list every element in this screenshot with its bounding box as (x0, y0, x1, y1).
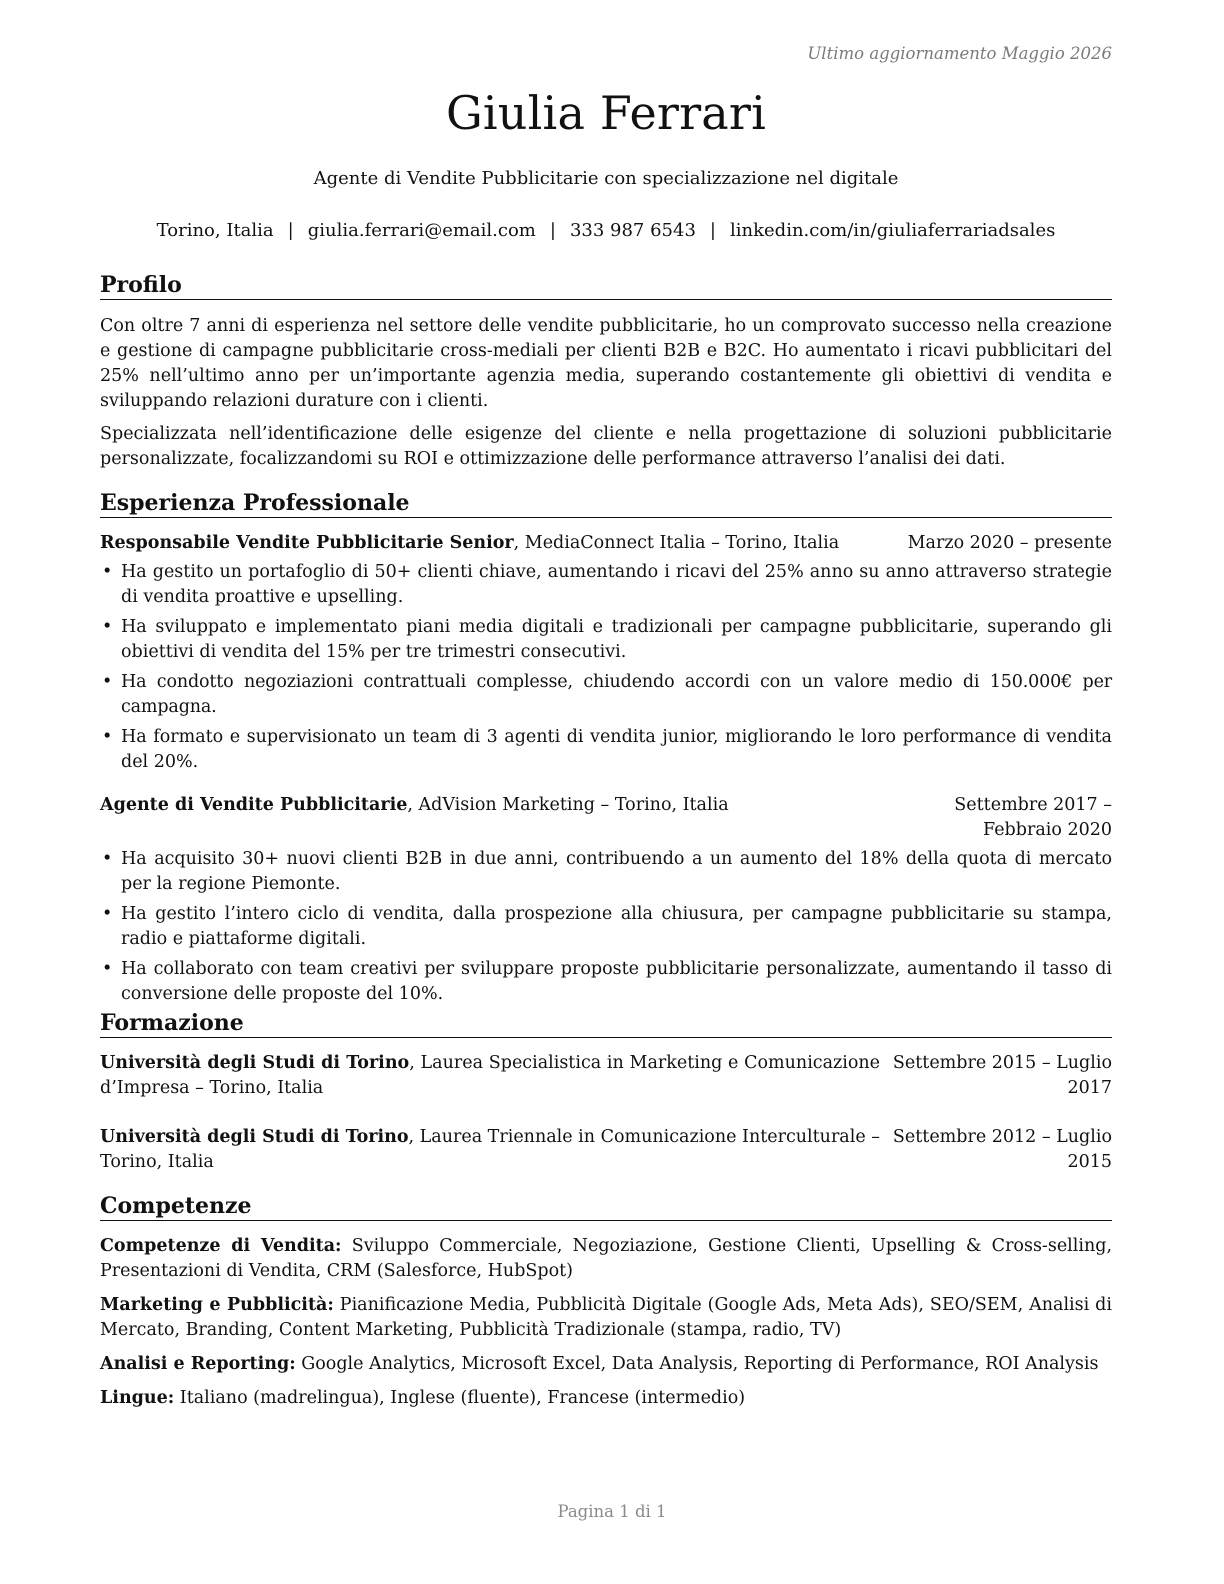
contact-phone[interactable]: 333 987 6543 (569, 220, 696, 241)
section-title-skills: Competenze (100, 1193, 1112, 1221)
list-item: • Ha formato e supervisionato un team di 3 agenti di vendita junior, migliorando le loro performance di vendita del 20%. (100, 725, 1112, 775)
job-role: Responsabile Vendite Pubblicitarie Senior (100, 533, 514, 553)
job-bullets (100, 847, 1112, 1007)
job-header (100, 793, 1112, 843)
skill-row (100, 1234, 1112, 1284)
candidate-name: Giulia Ferrari (445, 86, 767, 140)
page-number: Pagina 1 di 1 (557, 1502, 667, 1521)
job-dates: Marzo 2020 – presente (907, 533, 1112, 553)
list-item: • Ha acquisito 30+ nuovi clienti B2B in due anni, contribuendo a un aumento del 18% della quota di mercato per la regione Piemonte. (100, 847, 1112, 897)
skill-text: Italiano (madrelingua), Inglese (fluente), Francese (intermedio) (174, 1388, 746, 1408)
contact-separator: | (549, 220, 556, 241)
skill-label: Analisi e Reporting: (100, 1354, 296, 1374)
contact-separator: | (709, 220, 716, 241)
skill-row (100, 1386, 1112, 1411)
list-item: • Ha condotto negoziazioni contrattuali complesse, chiudendo accordi con un valore medio di 150.000€ per campagna. (100, 670, 1112, 720)
profile-paragraph: Specializzata nell’identificazione delle esigenze del cliente e nella progettazione di soluzioni pubblicitarie personalizzate, focalizzandomi su ROI e ottimizzazione delle performance attraverso l’analisi dei dati. (100, 424, 1112, 469)
skill-text: Google Analytics, Microsoft Excel, Data Analysis, Reporting di Performance, ROI Analysis (295, 1354, 1099, 1374)
job-bullets (100, 560, 1112, 775)
education-section (100, 1010, 1112, 1175)
candidate-subtitle: Agente di Vendite Pubblicitarie con specializzazione nel digitale (313, 168, 899, 189)
education-school: Università degli Studi di Torino (100, 1127, 409, 1147)
skill-label: Lingue: (100, 1388, 175, 1408)
list-item: • Ha collaborato con team creativi per sviluppare proposte pubblicitarie personalizzate, aumentando il tasso di conversione delle proposte del 10%. (100, 957, 1112, 1007)
education-dates: Settembre 2015 – Luglio 2017 (892, 1053, 1112, 1098)
education-dates: Settembre 2012 – Luglio 2015 (892, 1127, 1112, 1172)
section-title-education: Formazione (100, 1010, 1112, 1038)
education-degree: , Laurea Triennale in Comunicazione Interculturale – Torino, Italia (100, 1127, 881, 1172)
last-updated: Ultimo aggiornamento Maggio 2026 (807, 44, 1112, 63)
skill-row (100, 1352, 1112, 1377)
education-entry (100, 1051, 1112, 1101)
profile-section (100, 272, 1112, 472)
profile-paragraph: Con oltre 7 anni di esperienza nel settore delle vendite pubblicitarie, ho un comprovato successo nella creazione e gestione di campagne pubblicitarie cross-mediali per clienti B2B e B2C. Ho aumentato i ricavi pubblicitari del 25% nell’ultimo anno per un’importante agenzia media, superando costantemente gli obiettivi di vendita e sviluppando relazioni durature con i clienti. (100, 316, 1112, 411)
contact-email[interactable]: giulia.ferrari@email.com (307, 220, 536, 241)
skill-text: Pianificazione Media, Pubblicità Digitale (Google Ads, Meta Ads), SEO/SEM, Analisi di Mercato, Branding, Content Marketing, Pubblicità Tradizionale (stampa, radio, TV) (100, 1295, 1112, 1340)
job-role: Agente di Vendite Pubblicitarie (100, 795, 408, 815)
skill-label: Competenze di Vendita: (100, 1236, 342, 1256)
education-degree: , Laurea Specialistica in Marketing e Comunicazione d’Impresa – Torino, Italia (100, 1053, 881, 1098)
contact-line (100, 220, 1112, 241)
job-entry (100, 531, 1112, 775)
list-item: • Ha gestito un portafoglio di 50+ clienti chiave, aumentando i ricavi del 25% anno su anno attraverso strategie di vendita proattive e upselling. (100, 560, 1112, 610)
skill-label: Marketing e Pubblicità: (100, 1295, 334, 1315)
job-company: , AdVision Marketing – Torino, Italia (407, 795, 729, 815)
job-header (100, 531, 1112, 556)
skill-row (100, 1293, 1112, 1343)
section-title-profile: Profilo (100, 272, 1112, 300)
contact-separator: | (287, 220, 294, 241)
skill-text: Sviluppo Commerciale, Negoziazione, Gestione Clienti, Upselling & Cross-selling, Presentazioni di Vendita, CRM (Salesforce, HubSpot) (100, 1236, 1113, 1281)
experience-section (100, 490, 1112, 1012)
job-dates: Settembre 2017 – Febbraio 2020 (954, 795, 1112, 840)
education-school: Università degli Studi di Torino (100, 1053, 410, 1073)
job-entry (100, 793, 1112, 1007)
skills-section (100, 1193, 1112, 1420)
list-item: • Ha sviluppato e implementato piani media digitali e tradizionali per campagne pubblicitarie, superando gli obiettivi di vendita del 15% per tre trimestri consecutivi. (100, 615, 1112, 665)
job-company: , MediaConnect Italia – Torino, Italia (513, 533, 840, 553)
contact-linkedin[interactable]: linkedin.com/in/giuliaferrariadsales (730, 220, 1056, 241)
education-entry (100, 1125, 1112, 1175)
list-item: • Ha gestito l’intero ciclo di vendita, dalla prospezione alla chiusura, per campagne pubblicitarie su stampa, radio e piattaforme digitali. (100, 902, 1112, 952)
section-title-experience: Esperienza Professionale (100, 490, 1112, 518)
contact-location: Torino, Italia (156, 220, 274, 241)
